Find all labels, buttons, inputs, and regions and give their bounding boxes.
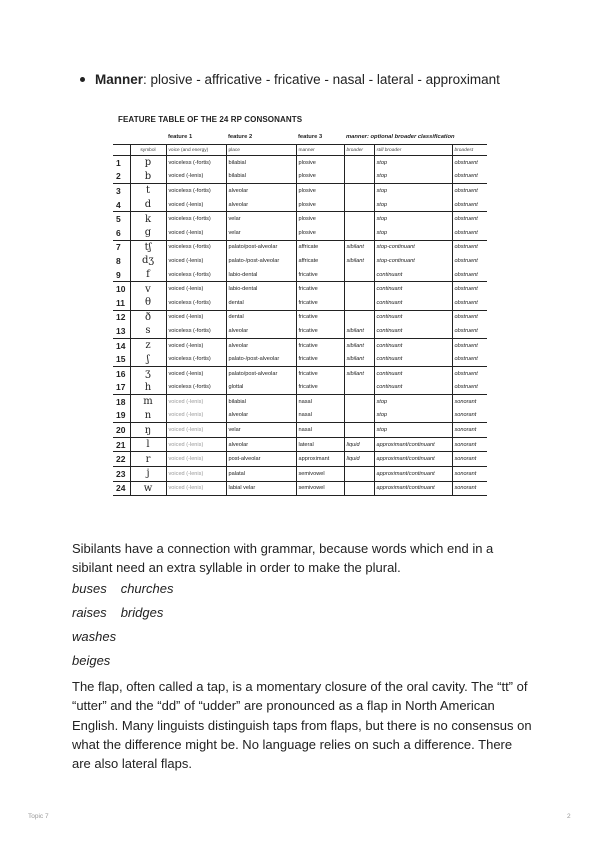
example-line [72, 581, 173, 596]
manner-cell: plosive [296, 184, 344, 198]
voice-cell: voiceless (-fortis) [166, 268, 226, 282]
still-broader-cell: approximant/continuant [374, 452, 452, 467]
table-row [113, 240, 487, 254]
subheader-voice: voice (and energy) [166, 145, 226, 156]
broader-cell [344, 156, 374, 170]
flap-paragraph: The flap, often called a tap, is a momentary closure of the oral cavity. The “tt” of “utter” and the “dd” of “udder” are pronounced as a flap in North American English. Many linguists distinguish taps from flaps, but there is no consensus on what the difference might be. No language relies on such a difference. There are also lateral flaps. [72, 679, 532, 772]
manner-cell: semivowel [296, 467, 344, 482]
voice-cell: voiced (-lenis) [166, 423, 226, 438]
voice-cell: voiced (-lenis) [166, 467, 226, 482]
manner-list: : plosive - affricative - fricative - nasal - lateral - approximant [143, 72, 500, 87]
broader-cell: sibilant [344, 324, 374, 338]
voice-cell: voiced (-lenis) [166, 198, 226, 212]
table-row [113, 170, 487, 184]
still-broader-cell: approximant/continuant [374, 437, 452, 452]
footer-page-number: 2 [567, 813, 571, 820]
manner-cell: lateral [296, 437, 344, 452]
broader-cell [344, 184, 374, 198]
voice-cell: voiced (-lenis) [166, 310, 226, 324]
example-word: raises [72, 605, 107, 620]
manner-cell: fricative [296, 381, 344, 395]
table-row [113, 268, 487, 282]
voice-cell: voiceless (-fortis) [166, 296, 226, 310]
broadest-cell: obstruent [452, 268, 487, 282]
place-cell: glottal [226, 381, 296, 395]
row-number: 11 [116, 297, 125, 308]
broadest-cell: obstruent [452, 324, 487, 338]
symbol-cell: h [130, 381, 166, 395]
broadest-cell: obstruent [452, 338, 487, 352]
still-broader-cell: continuant [374, 310, 452, 324]
voice-cell: voiced (-lenis) [166, 170, 226, 184]
symbol-cell: g [130, 226, 166, 240]
manner-cell: nasal [296, 423, 344, 438]
still-broader-cell: approximant/continuant [374, 481, 452, 496]
symbol-cell: m [130, 395, 166, 409]
symbol-cell: b [130, 170, 166, 184]
voice-cell: voiceless (-fortis) [166, 156, 226, 170]
place-cell: labio-dental [226, 282, 296, 296]
symbol-cell: j [130, 467, 166, 482]
row-number: 5 [113, 212, 130, 226]
voice-cell: voiceless (-fortis) [166, 184, 226, 198]
subheader-still-broader: still broader [374, 145, 452, 156]
broadest-cell: obstruent [452, 240, 487, 254]
example-word: bridges [120, 605, 164, 620]
example-line [72, 629, 116, 644]
place-cell: alveolar [226, 338, 296, 352]
row-number: 17 [116, 382, 126, 393]
example-line [72, 605, 163, 620]
row-number: 24 [113, 481, 130, 496]
still-broader-cell: stop-continuant [374, 240, 452, 254]
manner-cell: fricative [296, 282, 344, 296]
table-row [113, 352, 487, 366]
still-broader-cell: continuant [374, 282, 452, 296]
manner-cell: affricate [296, 240, 344, 254]
row-number: 13 [116, 325, 126, 336]
broader-cell: sibilant [344, 352, 374, 366]
place-cell: palato/post-alveolar [226, 366, 296, 380]
symbol-cell: ŋ [130, 423, 166, 438]
manner-cell: fricative [296, 296, 344, 310]
broader-cell [344, 381, 374, 395]
row-number: 10 [113, 282, 130, 296]
broadest-cell: sonorant [452, 437, 487, 452]
symbol-cell: θ [130, 296, 166, 310]
row-number: 1 [113, 156, 130, 170]
table-row [113, 296, 487, 310]
still-broader-cell: stop [374, 409, 452, 423]
symbol-cell: dʒ [130, 254, 166, 268]
row-number: 18 [113, 395, 130, 409]
broadest-cell: sonorant [452, 409, 487, 423]
voice-cell: voiced (-lenis) [166, 366, 226, 380]
table-row [113, 409, 487, 423]
broader-cell [344, 198, 374, 212]
place-cell: dental [226, 310, 296, 324]
symbol-cell: l [130, 437, 166, 452]
row-number: 2 [116, 171, 121, 182]
manner-label: Manner [95, 72, 144, 87]
row-number: 7 [113, 240, 130, 254]
example-word: buses [72, 581, 107, 596]
still-broader-cell: stop-continuant [374, 254, 452, 268]
still-broader-cell: continuant [374, 381, 452, 395]
manner-cell: affricate [296, 254, 344, 268]
broader-cell [344, 481, 374, 496]
symbol-cell: s [130, 324, 166, 338]
manner-cell: fricative [296, 310, 344, 324]
broadest-cell: sonorant [452, 481, 487, 496]
table-row [113, 338, 487, 352]
manner-cell: plosive [296, 170, 344, 184]
row-number: 14 [113, 338, 130, 352]
symbol-cell: d [130, 198, 166, 212]
place-cell: palatal [226, 467, 296, 482]
broadest-cell: obstruent [452, 226, 487, 240]
sibilants-paragraph: Sibilants have a connection with grammar, because words which end in a sibilant need an extra syllable in order to make the plural. [72, 541, 494, 576]
symbol-cell: ʃ [130, 352, 166, 366]
place-cell: alveolar [226, 198, 296, 212]
place-cell: bilabial [226, 170, 296, 184]
place-cell: bilabial [226, 395, 296, 409]
voice-cell: voiced (-lenis) [166, 395, 226, 409]
manner-cell: fricative [296, 324, 344, 338]
symbol-cell: p [130, 156, 166, 170]
broader-cell [344, 423, 374, 438]
broader-cell [344, 282, 374, 296]
broadest-cell: obstruent [452, 254, 487, 268]
broadest-cell: sonorant [452, 452, 487, 467]
broader-cell: sibilant [344, 338, 374, 352]
row-number: 9 [116, 269, 121, 280]
symbol-cell: ð [130, 310, 166, 324]
header-manner: manner: optional broader classification [344, 130, 487, 145]
broadest-cell: obstruent [452, 184, 487, 198]
broader-cell [344, 170, 374, 184]
symbol-cell: z [130, 338, 166, 352]
broadest-cell: sonorant [452, 423, 487, 438]
example-word: beiges [72, 653, 111, 668]
voice-cell: voiced (-lenis) [166, 409, 226, 423]
broader-cell [344, 226, 374, 240]
place-cell: velar [226, 423, 296, 438]
subheader-manner: manner [296, 145, 344, 156]
place-cell: palato/post-alveolar [226, 240, 296, 254]
table-body [113, 145, 487, 496]
header-feature-1: feature 1 [166, 130, 226, 145]
row-number: 8 [116, 255, 121, 266]
broader-cell: liquid [344, 437, 374, 452]
table-header-row [113, 130, 487, 145]
footer-topic: Topic 7 [28, 813, 49, 820]
manner-cell: plosive [296, 226, 344, 240]
row-number: 6 [116, 227, 121, 238]
place-cell: alveolar [226, 409, 296, 423]
broader-cell: liquid [344, 452, 374, 467]
still-broader-cell: continuant [374, 324, 452, 338]
row-number: 16 [113, 366, 130, 380]
still-broader-cell: stop [374, 226, 452, 240]
row-number: 21 [113, 437, 130, 452]
broader-cell [344, 310, 374, 324]
still-broader-cell: continuant [374, 268, 452, 282]
table-row [113, 481, 487, 496]
broader-cell [344, 296, 374, 310]
broader-cell: sibilant [344, 240, 374, 254]
place-cell: bilabial [226, 156, 296, 170]
broader-cell [344, 212, 374, 226]
row-number: 19 [116, 410, 126, 421]
header-feature-3: feature 3 [296, 130, 344, 145]
row-number: 4 [116, 199, 121, 210]
table-row [113, 198, 487, 212]
row-number: 20 [113, 423, 130, 438]
manner-cell: plosive [296, 198, 344, 212]
table-row [113, 226, 487, 240]
table-row [113, 366, 487, 380]
table-subheader-row [113, 145, 487, 156]
table-row [113, 310, 487, 324]
table-row [113, 282, 487, 296]
broadest-cell: obstruent [452, 156, 487, 170]
table-row [113, 324, 487, 338]
still-broader-cell: approximant/continuant [374, 467, 452, 482]
subheader-broader: broader [344, 145, 374, 156]
symbol-cell: w [130, 481, 166, 496]
voice-cell: voiced (-lenis) [166, 452, 226, 467]
broadest-cell: obstruent [452, 310, 487, 324]
broadest-cell: obstruent [452, 170, 487, 184]
broader-cell [344, 395, 374, 409]
table-row [113, 156, 487, 170]
example-word: washes [72, 629, 117, 644]
table-title: FEATURE TABLE OF THE 24 RP CONSONANTS [118, 115, 303, 124]
broader-cell: sibilant [344, 254, 374, 268]
manner-cell: fricative [296, 366, 344, 380]
manner-cell: fricative [296, 338, 344, 352]
symbol-cell: t [130, 184, 166, 198]
voice-cell: voiced (-lenis) [166, 338, 226, 352]
table-row [113, 423, 487, 438]
row-number: 15 [116, 354, 126, 365]
voice-cell: voiceless (-fortis) [166, 240, 226, 254]
row-number: 23 [113, 467, 130, 482]
manner-cell: approximant [296, 452, 344, 467]
broadest-cell: obstruent [452, 212, 487, 226]
place-cell: labial velar [226, 481, 296, 496]
example-word: churches [120, 581, 174, 596]
voice-cell: voiced (-lenis) [166, 226, 226, 240]
broader-cell [344, 409, 374, 423]
broader-cell: sibilant [344, 366, 374, 380]
subheader-broadest: broadest [452, 145, 487, 156]
example-line [72, 653, 110, 668]
still-broader-cell: stop [374, 395, 452, 409]
place-cell: dental [226, 296, 296, 310]
broadest-cell: obstruent [452, 282, 487, 296]
broader-cell [344, 467, 374, 482]
still-broader-cell: continuant [374, 366, 452, 380]
broadest-cell: obstruent [452, 352, 487, 366]
row-number: 3 [113, 184, 130, 198]
manner-cell: nasal [296, 409, 344, 423]
voice-cell: voiceless (-fortis) [166, 324, 226, 338]
broader-cell [344, 268, 374, 282]
broadest-cell: sonorant [452, 395, 487, 409]
voice-cell: voiced (-lenis) [166, 254, 226, 268]
broadest-cell: obstruent [452, 366, 487, 380]
manner-cell: fricative [296, 268, 344, 282]
place-cell: post-alveolar [226, 452, 296, 467]
table-row [113, 467, 487, 482]
place-cell: velar [226, 212, 296, 226]
manner-cell: semivowel [296, 481, 344, 496]
broadest-cell: sonorant [452, 467, 487, 482]
header-feature-2: feature 2 [226, 130, 296, 145]
place-cell: palato-/post-alveolar [226, 254, 296, 268]
manner-cell: plosive [296, 212, 344, 226]
place-cell: alveolar [226, 324, 296, 338]
broadest-cell: obstruent [452, 296, 487, 310]
manner-cell: plosive [296, 156, 344, 170]
still-broader-cell: continuant [374, 352, 452, 366]
voice-cell: voiced (-lenis) [166, 282, 226, 296]
broadest-cell: obstruent [452, 198, 487, 212]
place-cell: alveolar [226, 184, 296, 198]
still-broader-cell: continuant [374, 338, 452, 352]
subheader-symbol: symbol [130, 145, 166, 156]
symbol-cell: v [130, 282, 166, 296]
broadest-cell: obstruent [452, 381, 487, 395]
still-broader-cell: continuant [374, 296, 452, 310]
still-broader-cell: stop [374, 184, 452, 198]
table-row [113, 437, 487, 452]
still-broader-cell: stop [374, 156, 452, 170]
subheader-place: place [226, 145, 296, 156]
voice-cell: voiceless (-fortis) [166, 352, 226, 366]
symbol-cell: r [130, 452, 166, 467]
manner-cell: nasal [296, 395, 344, 409]
table-row [113, 184, 487, 198]
symbol-cell: tʃ [130, 240, 166, 254]
manner-cell: fricative [296, 352, 344, 366]
manner-bullet [80, 72, 500, 87]
place-cell: palato-/post-alveolar [226, 352, 296, 366]
table-row [113, 452, 487, 467]
voice-cell: voiceless (-fortis) [166, 381, 226, 395]
symbol-cell: f [130, 268, 166, 282]
voice-cell: voiceless (-fortis) [166, 212, 226, 226]
table-row [113, 212, 487, 226]
symbol-cell: k [130, 212, 166, 226]
voice-cell: voiced (-lenis) [166, 437, 226, 452]
still-broader-cell: stop [374, 198, 452, 212]
table-row [113, 381, 487, 395]
table-row [113, 254, 487, 268]
symbol-cell: ʒ [130, 366, 166, 380]
bullet-dot-icon [80, 77, 85, 82]
feature-table [113, 130, 487, 496]
still-broader-cell: stop [374, 212, 452, 226]
symbol-cell: n [130, 409, 166, 423]
row-number: 12 [113, 310, 130, 324]
voice-cell: voiced (-lenis) [166, 481, 226, 496]
place-cell: labio-dental [226, 268, 296, 282]
place-cell: velar [226, 226, 296, 240]
still-broader-cell: stop [374, 423, 452, 438]
place-cell: alveolar [226, 437, 296, 452]
row-number: 22 [113, 452, 130, 467]
table-row [113, 395, 487, 409]
still-broader-cell: stop [374, 170, 452, 184]
